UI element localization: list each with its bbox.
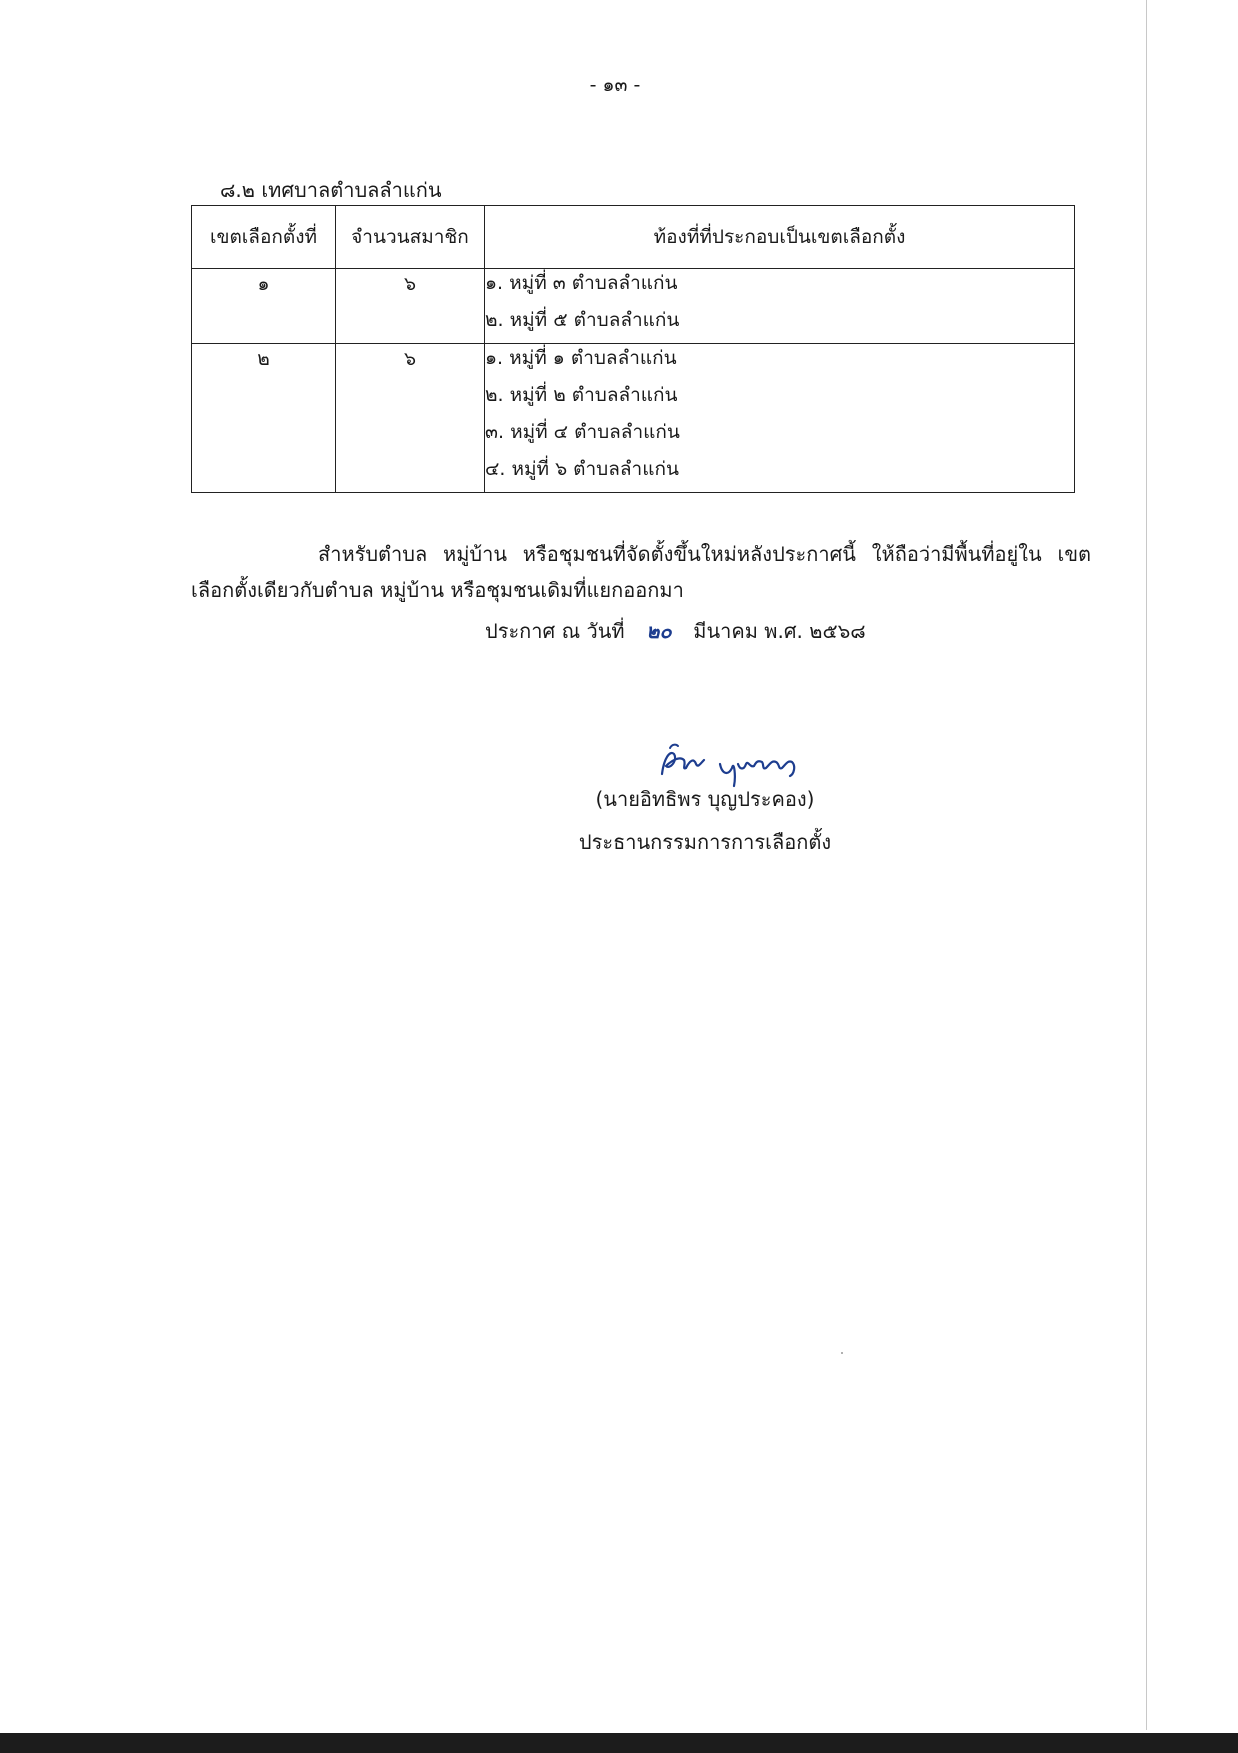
district-number: ๑ [192,269,336,344]
page-number: - ๑๓ - [589,74,641,96]
header-areas: ท้องที่ที่ประกอบเป็นเขตเลือกตั้ง [485,206,1075,269]
district-number: ๒ [192,344,336,493]
area-list [485,269,1075,344]
area-item: ๓. หมู่ที่ ๔ ตำบลลำแก่น [485,421,680,443]
table-row [192,269,1075,344]
page-edge-line [1146,0,1147,1730]
note-paragraph: สำหรับตำบล หมู่บ้าน หรือชุมชนที่จัดตั้งขึ้นใหม่หลังประกาศนี้ ให้ถือว่ามีพื้นที่อยู่ใน เขตเลือกตั้งเดียวกับตำบล หมู่บ้าน หรือชุมชนเดิมที่แยกออกมา [191,542,1091,602]
member-count: ๖ [336,269,485,344]
announcement-date [485,615,866,647]
scan-bottom-border [0,1733,1238,1753]
area-item: ๑. หมู่ที่ ๑ ตำบลลำแก่น [485,347,677,369]
signature-mark [650,730,850,790]
table-row [192,344,1075,493]
area-item: ๒. หมู่ที่ ๕ ตำบลลำแก่น [485,309,680,331]
date-month-year: มีนาคม พ.ศ. ๒๕๖๘ [693,619,866,643]
signer-name: (นายอิทธิพร บุญประคอง) [595,787,815,811]
scan-speck [841,1352,843,1354]
header-district: เขตเลือกตั้งที่ [192,206,336,269]
signer-title: ประธานกรรมการการเลือกตั้ง [578,830,832,854]
district-table [191,205,1075,493]
area-item: ๒. หมู่ที่ ๒ ตำบลลำแก่น [485,384,678,406]
area-item: ๔. หมู่ที่ ๖ ตำบลลำแก่น [485,458,679,480]
member-count: ๖ [336,344,485,493]
date-day-handwritten: ๒๐ [646,619,672,643]
section-heading: ๘.๒ เทศบาลตำบลลำแก่น [220,178,442,202]
area-list [485,344,1075,493]
area-item: ๑. หมู่ที่ ๓ ตำบลลำแก่น [485,272,678,294]
header-members: จำนวนสมาชิก [336,206,485,269]
date-prefix: ประกาศ ณ วันที่ [485,619,625,643]
table-header-row [192,206,1075,269]
